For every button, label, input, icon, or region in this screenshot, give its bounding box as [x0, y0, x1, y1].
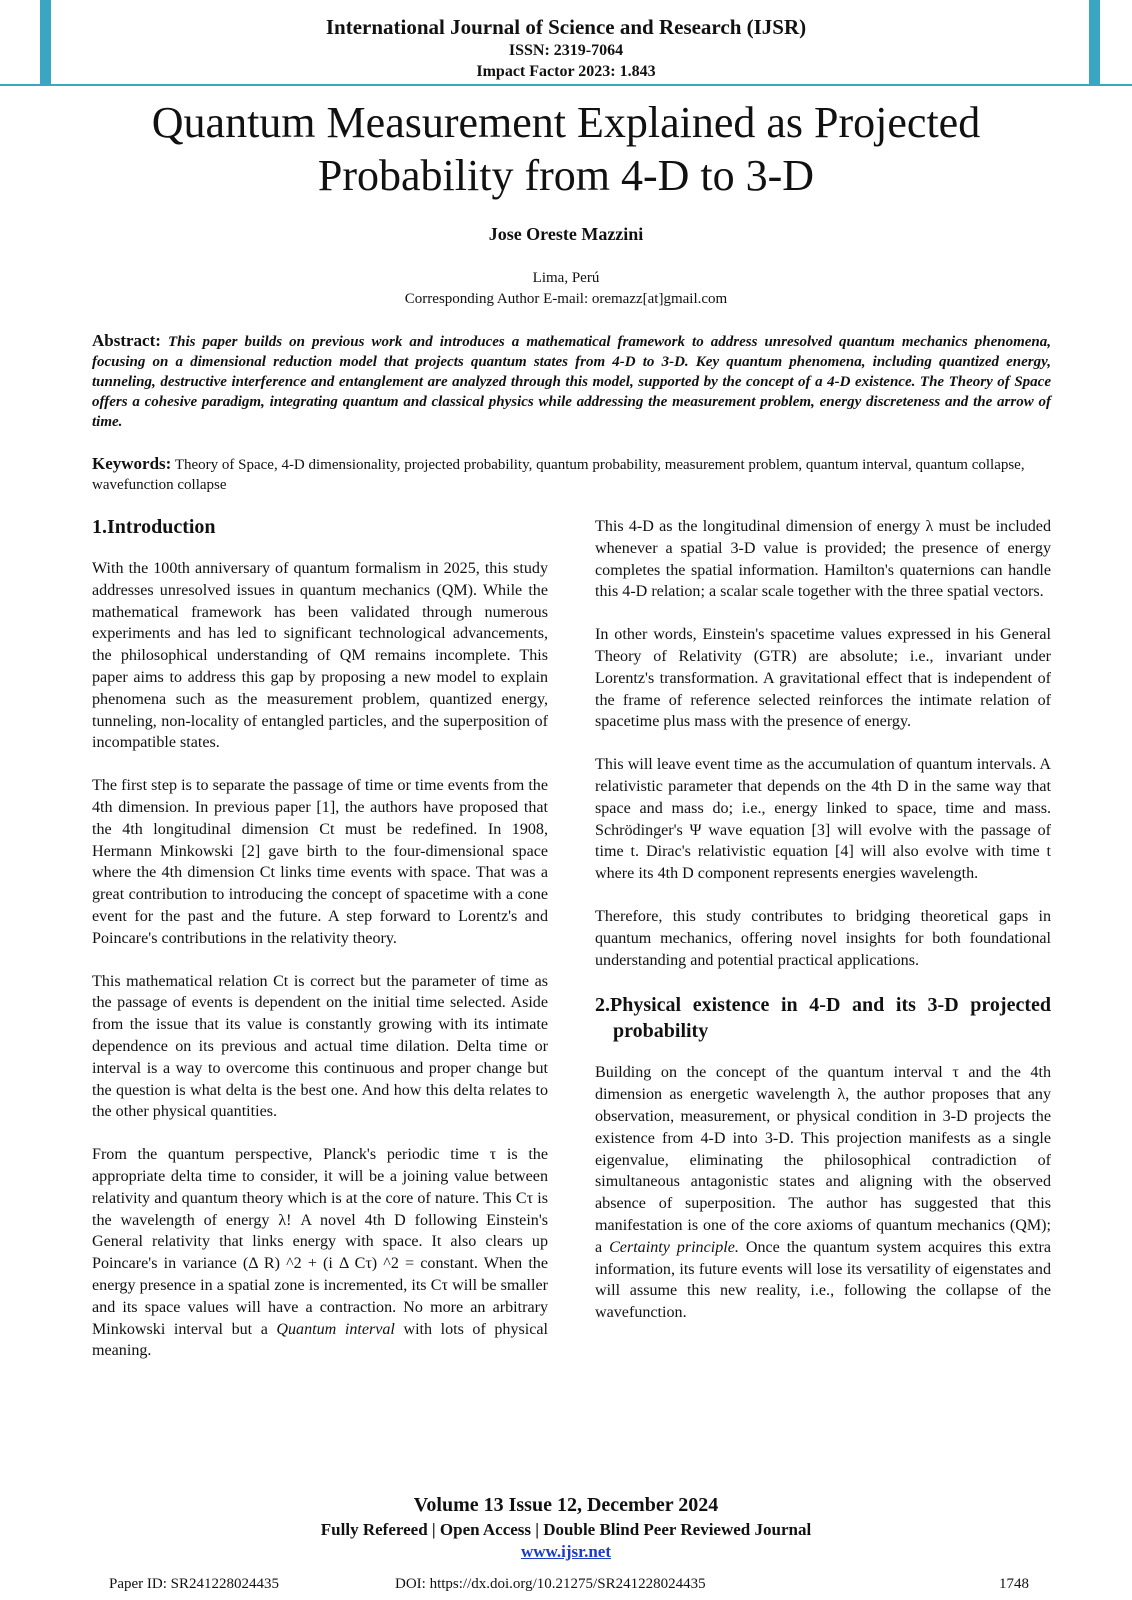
- doi-link[interactable]: DOI: https://dx.doi.org/10.21275/SR241228024435: [395, 1576, 706, 1592]
- journal-impact-factor: Impact Factor 2023: 1.843: [476, 63, 656, 80]
- paragraph: [595, 1062, 1051, 1324]
- paragraph: Therefore, this study contributes to bridging theoretical gaps in quantum mechanics, offering novel insights for both foundational understanding and potential practical applications.: [595, 907, 1051, 969]
- journal-footer: [0, 1493, 1132, 1563]
- abstract: [92, 331, 1051, 432]
- paragraph: [92, 1144, 548, 1362]
- paragraph-text: with lots of physical meaning.: [92, 1320, 549, 1360]
- author-location: Lima, Perú: [532, 270, 600, 286]
- header-divider: [0, 84, 1132, 86]
- keywords-text: Theory of Space, 4-D dimensionality, projected probability, quantum probability, measurement problem, quantum interval, quantum collapse, wavefunction collapse: [92, 457, 1025, 493]
- author-name: Jose Oreste Mazzini: [488, 224, 644, 244]
- author-email: Corresponding Author E-mail: oremazz[at]gmail.com: [404, 291, 728, 307]
- paragraph: With the 100th anniversary of quantum formalism in 2025, this study addresses unresolved issues in quantum mechanics (QM). While the mathematical framework has been validated through numerous experiments and has led to significant technological advancements, the philosophical understanding of QM remains incomplete. This paper aims to address this gap by proposing a new model to explain phenomena such as the measurement problem, quantized energy, tunneling, non-locality of entangled particles, and the superposition of incompatible states.: [92, 560, 548, 752]
- section-heading-introduction: 1.Introduction: [92, 516, 216, 538]
- paragraph: The first step is to separate the passage of time or time events from the 4th dimension. In previous paper [1], the authors have proposed that the 4th longitudinal dimension Ct must be redefined. In 1908, Hermann Minkowski [2] gave birth to the four-dimensional space where the 4th dimension Ct links time events with space. That was a great contribution to introducing the concept of spacetime with a cone event for the past and the future. A step forward to Lorentz's and Poincare's contributions in the relativity theory.: [92, 777, 548, 947]
- keywords: [92, 454, 1051, 495]
- journal-header: [0, 14, 1132, 82]
- author-affiliation: [0, 268, 1132, 310]
- keywords-label: Keywords:: [92, 454, 172, 473]
- paragraph: In other words, Einstein's spacetime values expressed in his General Theory of Relativity (GTR) are absolute; i.e., invariant under Lorentz's transformation. A gravitational effect that is independent of the frame of reference selected reinforces the intimate relation of spacetime plus mass with the presence of energy.: [595, 626, 1051, 731]
- paragraph: This will leave event time as the accumulation of quantum intervals. A relativistic parameter that depends on the 4th D in the same way that space and mass do; i.e., energy linked to space, time and mass. Schrödinger's Ψ wave equation [3] will evolve with the passage of time t. Dirac's relativistic equation [4] will also evolve with time t where its 4th D component represents energies wavelength.: [595, 756, 1051, 883]
- section-heading-physical-existence: 2.Physical existence in 4-D and its 3-D projected probability: [595, 994, 1051, 1043]
- journal-title: International Journal of Science and Research (IJSR): [325, 15, 807, 39]
- emphasis-quantum-interval: Quantum interval: [276, 1320, 395, 1338]
- paper-id: Paper ID: SR241228024435: [109, 1576, 279, 1592]
- left-column: [92, 516, 548, 1383]
- footer-website-link[interactable]: www.ijsr.net: [520, 1542, 612, 1561]
- page-number: 1748: [999, 1576, 1029, 1592]
- emphasis-certainty-principle: Certainty principle.: [609, 1238, 739, 1256]
- abstract-text: This paper builds on previous work and introduces a mathematical framework to address unresolved quantum mechanics phenomena, focusing on a dimensional reduction model that projects quantum states from 4-D to 3-D. Key quantum phenomena, including quantized energy, tunneling, destructive interference and entanglement are analyzed through this model, supported by the concept of a 4-D existence. The Theory of Space offers a cohesive paradigm, integrating quantum and classical physics while addressing the measurement problem, energy discreteness and the arrow of time.: [92, 334, 1052, 430]
- paragraph: This mathematical relation Ct is correct but the parameter of time as the passage of events is dependent on the initial time selected. Aside from the issue that its value is constantly growing with its intimate dependence on its previous and actual time dilation. Delta time or interval is a way to overcome this continuous and proper change but the question is what delta is the best one. And how this delta relates to the other physical quantities.: [92, 972, 548, 1121]
- paragraph-text: Building on the concept of the quantum interval τ and the 4th dimension as energetic wavelength λ, the author proposes that any observation, measurement, or physical condition in 3-D projects the existence from 4-D into 3-D. This projection manifests as a single eigenvalue, eliminating the philosophical contradiction of simultaneous antagonistic states and aligning with the observed absence of superposition. The author has suggested that this manifestation is one of the core axioms of quantum mechanics (QM); a: [595, 1064, 1051, 1256]
- paragraph-text: Once the quantum system acquires this extra information, its future events will lose its versatility of eigenstates and will assume this new reality, i.e., following the collapse of the wavefunction.: [595, 1238, 1051, 1322]
- footer-volume: Volume 13 Issue 12, December 2024: [413, 1494, 719, 1516]
- journal-issn: ISSN: 2319-7064: [508, 42, 624, 59]
- paper-title: Quantum Measurement Explained as Projected Probability from 4-D to 3-D: [151, 98, 981, 200]
- footer-refereed: Fully Refereed | Open Access | Double Blind Peer Reviewed Journal: [320, 1520, 812, 1539]
- paragraph: This 4-D as the longitudinal dimension of energy λ must be included whenever a spatial 3-D value is provided; the presence of energy completes the spatial information. Hamilton's quaternions can handle this 4-D relation; a scalar scale together with the three spatial vectors.: [595, 518, 1051, 601]
- right-column: [595, 516, 1051, 1345]
- abstract-label: Abstract:: [92, 331, 161, 350]
- paragraph-text: From the quantum perspective, Planck's periodic time τ is the appropriate delta time to consider, it will be a joining value between relativity and quantum theory which is at the core of nature. This Cτ is the wavelength of energy λ! A novel 4th D following Einstein's General relativity that links energy with space. It also clears up Poincare's in variance (Δ R) ^2 + (i Δ Cτ) ^2 = constant. When the energy presence in a spatial zone is incremented, its Cτ will be smaller and its space values will have a contraction. No more an arbitrary Minkowski interval but a: [92, 1146, 548, 1338]
